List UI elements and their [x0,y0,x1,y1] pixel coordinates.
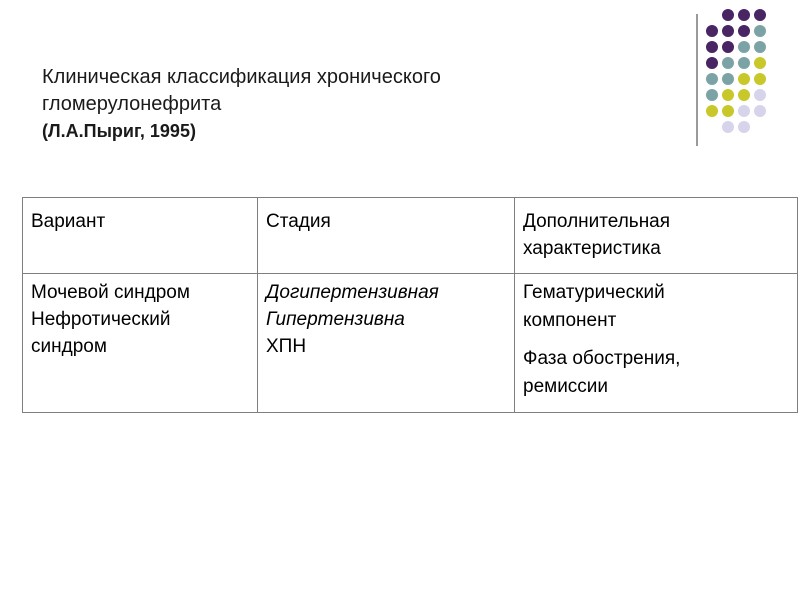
decorative-dot [722,89,734,101]
stage-item: Догипертензивная [266,282,439,303]
decorative-dot [754,57,766,69]
decorative-dot [722,9,734,21]
header-cell-stage [258,198,515,274]
decorative-dot [706,41,718,53]
decorative-dot [738,73,750,85]
additional-item: ремиссии [523,376,609,397]
decorative-dot [754,25,766,37]
title-subtitle: (Л.А.Пыриг, 1995) [42,121,196,141]
classification-table [22,197,798,413]
slide-title [42,64,642,144]
title-line-1: Клиническая классификация хронического [42,66,441,88]
additional-item: Фаза обострения, [523,348,681,369]
header-stage-label: Стадия [266,211,331,232]
decorative-dot [722,41,734,53]
variant-item: Мочевой синдром [31,282,190,303]
header-additional-line-1: Дополнительная [523,211,671,232]
table-header-row [23,198,798,274]
title-line-2: гломерулонефрита [42,93,222,115]
decorative-dot [738,89,750,101]
decorative-dot [738,105,750,117]
stage-item: Гипертензивна [266,309,405,330]
cell-additional [515,274,798,413]
decorative-dot [738,121,750,133]
decorative-dot [738,57,750,69]
cell-variant [23,274,258,413]
decorative-dot [754,89,766,101]
decorative-dot [754,73,766,85]
decorative-dot-grid [706,9,776,129]
decorative-divider [696,14,698,146]
header-variant-label: Вариант [31,211,106,232]
decorative-dot [754,105,766,117]
decorative-dot [706,89,718,101]
decorative-dot [706,73,718,85]
decorative-dot [722,105,734,117]
decorative-dot [738,41,750,53]
decorative-dot [706,25,718,37]
decorative-dot [706,105,718,117]
stage-item: ХПН [266,336,307,357]
header-cell-additional [515,198,798,274]
additional-item: компонент [523,310,617,331]
header-cell-variant [23,198,258,274]
variant-item: синдром [31,336,107,357]
decorative-dot [722,25,734,37]
decorative-dot [738,25,750,37]
variant-item: Нефротический [31,309,171,330]
decorative-dot [754,41,766,53]
cell-stage [258,274,515,413]
decorative-dot [722,73,734,85]
decorative-dot [722,121,734,133]
header-additional-line-2: характеристика [523,238,661,259]
additional-item: Гематурический [523,282,665,303]
decorative-dot [706,57,718,69]
decorative-dot [754,9,766,21]
table-row [23,274,798,413]
decorative-dot [738,9,750,21]
decorative-dot [722,57,734,69]
